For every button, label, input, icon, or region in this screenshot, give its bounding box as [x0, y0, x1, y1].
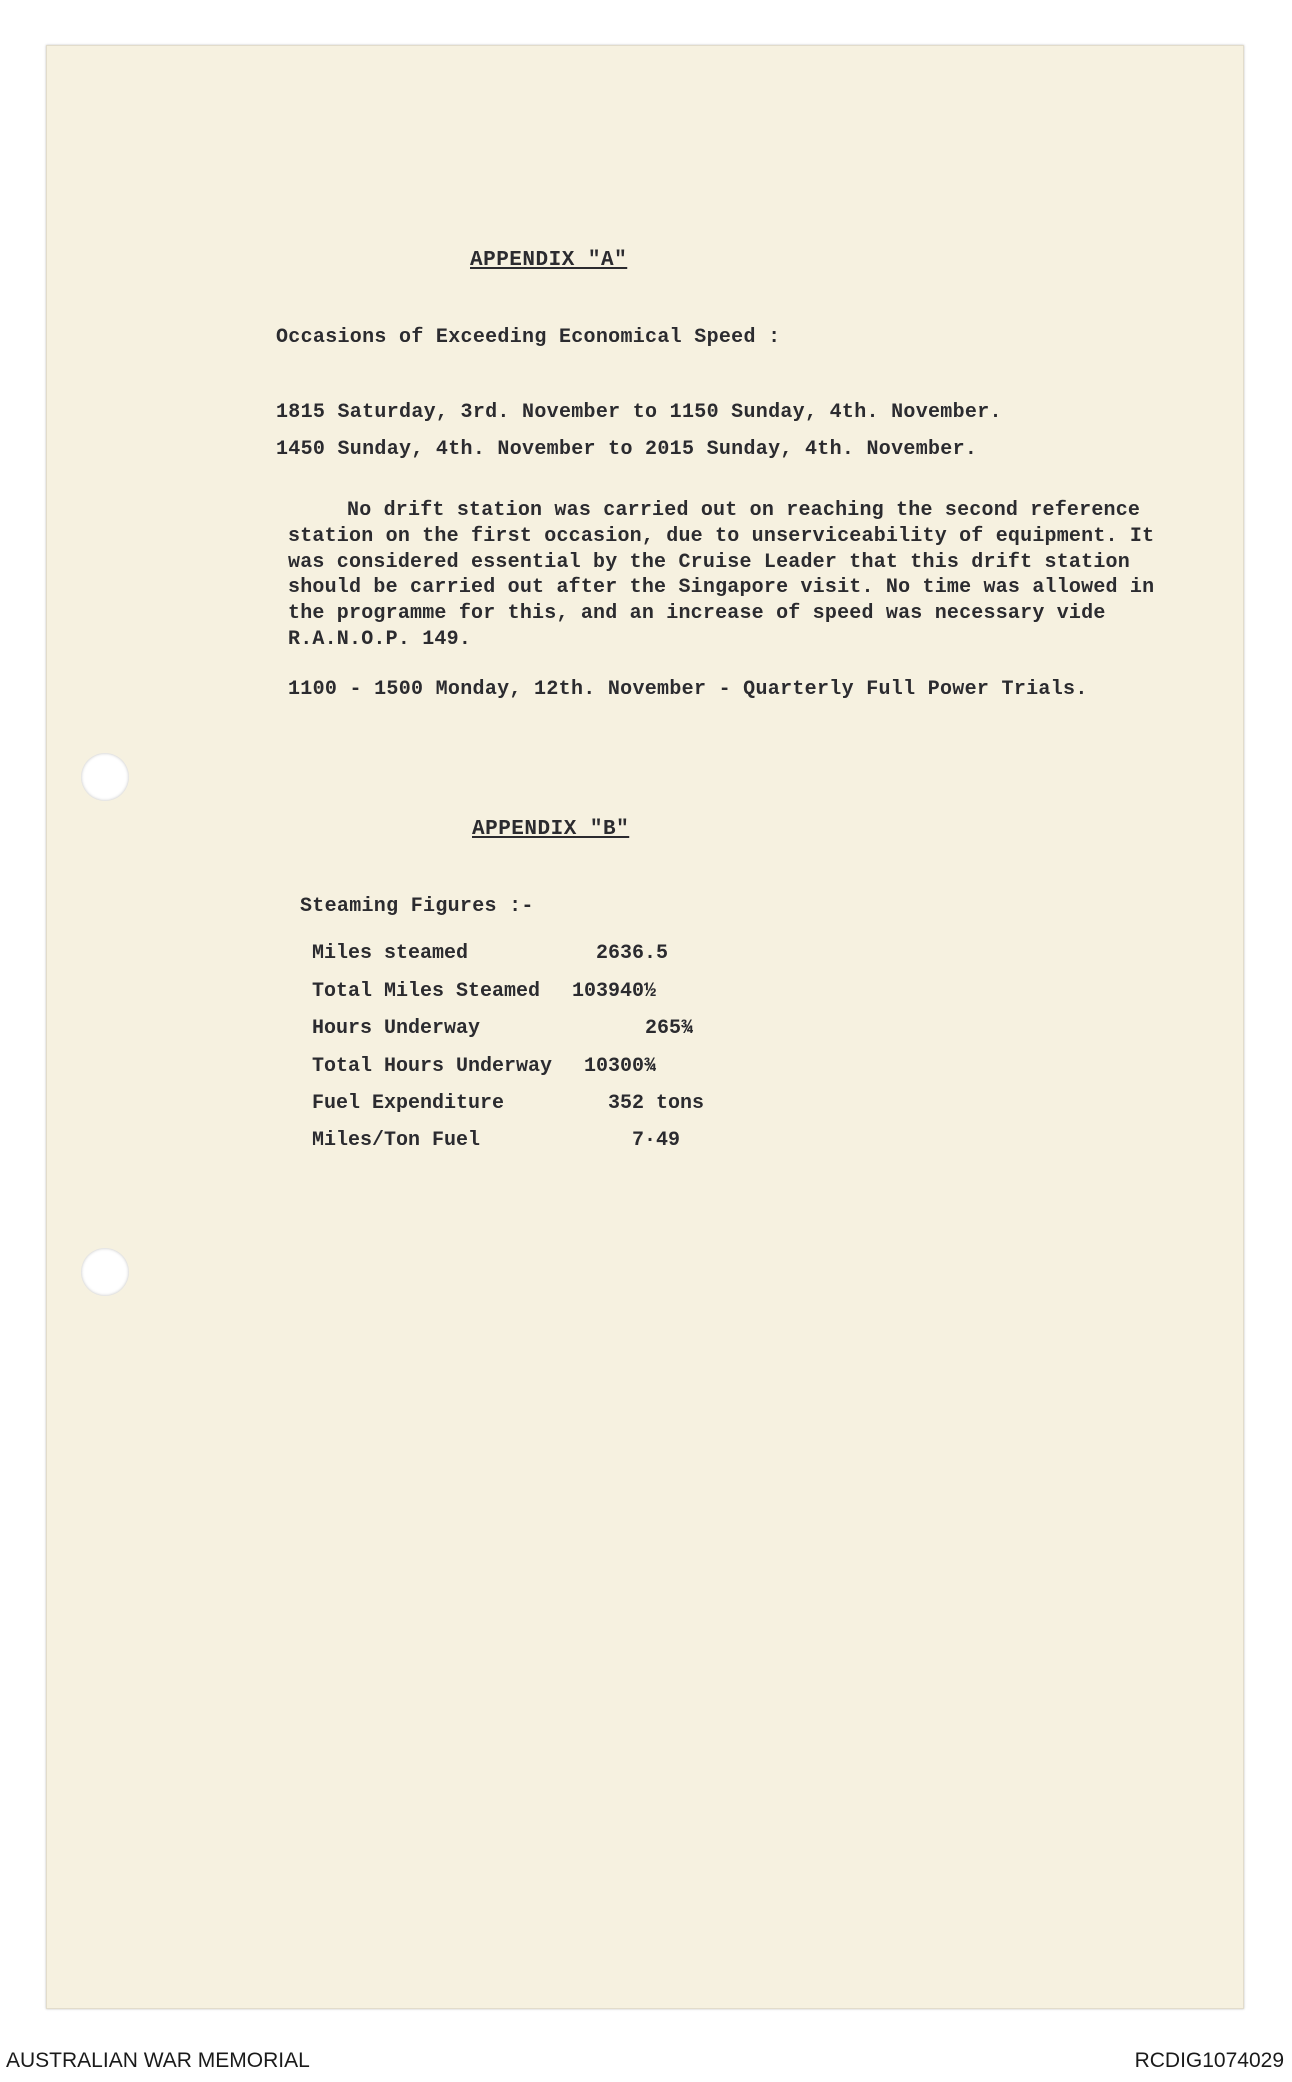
punch-hole-bottom [81, 1248, 129, 1296]
figure-label: Total Miles Steamed [312, 980, 541, 1003]
punch-hole-top [81, 753, 129, 801]
figure-value: 7·49 [632, 1129, 681, 1152]
appendix-b-heading: APPENDIX "B" [472, 818, 630, 841]
explanation-paragraph: No drift station was carried out on reaching the second reference station on the first occasion, due to unserviceability of equipment. It was considered essential by the Cruise Leader that this drift station should be carried out after the Singapore visit. No time was allowed in the programme for this, and an increase of speed was necessary vide R.A.N.O.P. 149. [288, 499, 1155, 651]
occasion-2: 1450 Sunday, 4th. November to 2015 Sunday, 4th. November. [276, 438, 978, 461]
figure-value: 265¾ [645, 1017, 694, 1040]
appendix-a-subheading: Occasions of Exceeding Economical Speed : [276, 326, 781, 349]
footer-institution: AUSTRALIAN WAR MEMORIAL [6, 2049, 310, 2072]
figure-value: 352 tons [608, 1092, 705, 1115]
figure-value: 10300¾ [584, 1055, 657, 1078]
appendix-b-subheading: Steaming Figures :- [300, 895, 534, 918]
figure-label: Total Hours Underway [312, 1055, 553, 1078]
figure-label: Miles/Ton Fuel [312, 1129, 481, 1152]
figure-label: Fuel Expenditure [312, 1092, 505, 1115]
figure-value: 2636.5 [596, 942, 669, 965]
full-power-trials: 1100 - 1500 Monday, 12th. November - Quarterly Full Power Trials. [288, 678, 1088, 701]
footer-record-id: RCDIG1074029 [1134, 2049, 1284, 2072]
figure-value: 103940½ [572, 980, 657, 1003]
figure-label: Miles steamed [312, 942, 469, 965]
figure-label: Hours Underway [312, 1017, 481, 1040]
appendix-a-heading: APPENDIX "A" [470, 249, 628, 272]
occasion-1: 1815 Saturday, 3rd. November to 1150 Sunday, 4th. November. [276, 401, 1002, 424]
